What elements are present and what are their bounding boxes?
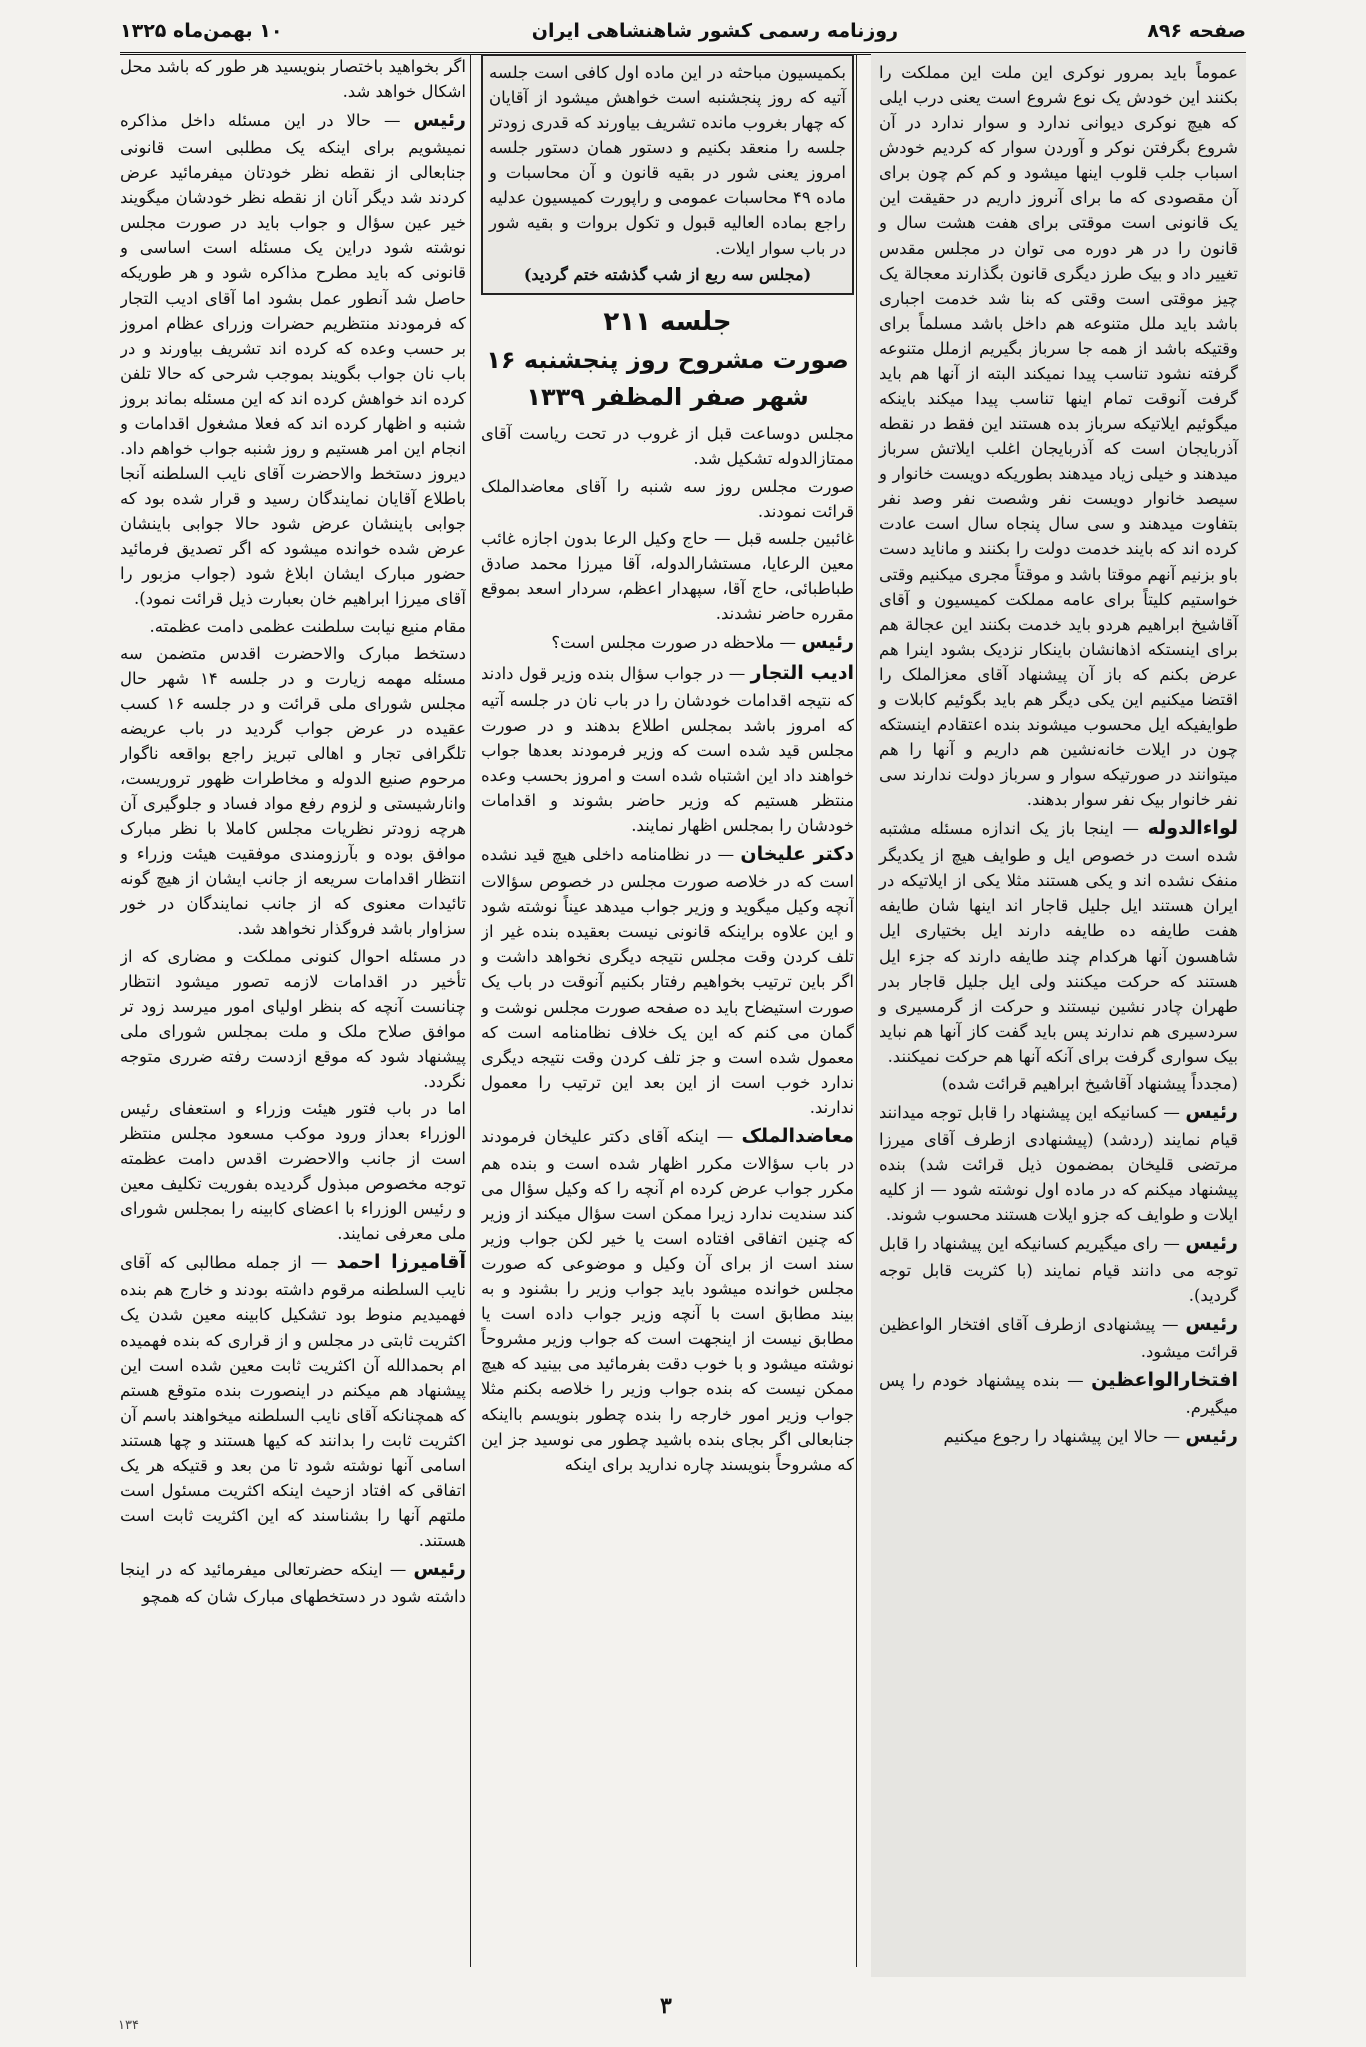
paragraph	[879, 1422, 1238, 1451]
speech-text: — در نظامنامه داخلی هیچ قید نشده است که در خلاصه صورت مجلس در خصوص سؤالات آنچه وکیل میگوید و وزیر جواب میدهد عیناً نوشته شود و این علاوه براینکه قانونی نیست بعقیده بنده غیر از تلف کردن وقت مجلس نتیجه دیگری نخواهد داشت و اگر باین ترتیب بخواهیم رفتار بکنیم آنوقت در باب یک صورت استیضاح باید ده صفحه صورت مجلس نوشت و گمان می کنم که این یک خلاف نظامنامه است که معمول شده است و جز تلف کردن وقت نتیجه دیگری ندارد خوب است از این بعد این ترتیب را معمول ندارند.	[481, 845, 854, 1117]
speaker-name: دکتر علیخان	[740, 843, 854, 866]
speech-text: — حالا این پیشنهاد را رجوع میکنیم	[943, 1427, 1181, 1447]
paragraph	[879, 1098, 1238, 1227]
paragraph	[879, 1229, 1238, 1308]
paragraph: دستخط مبارک والاحضرت اقدس متضمن سه مسئله مهمه زیارت و در جلسه ۱۴ شهر حال مجلس شورای ملی قرائت و در جلسه ۱۶ کسب عقیده در عرض جواب گردید در باب عریضه تلگرافی تجار و اهالی تبریز راجع بواقعه ناگوار مرحوم صنیع الدوله و مخاطرات ظهور تروریست، وانارشیستی و لزوم رفع مواد فساد و جلوگیری آن هرچه زودتر نظریات مجلس کاملا با نظر مبارک موافق بوده و بآرزومندی موفقیت هیئت وزراء و انتظار اقدامات سریعه از جانب ایشان از هیچ گونه تائیدات معنوی که از جانب نمایندگان در خور سزاوار باشد فروگذار نخواهد شد.	[120, 643, 466, 939]
paragraph	[879, 1366, 1238, 1420]
speaker-name: لواءالدوله	[1147, 817, 1238, 840]
session-heading	[481, 303, 854, 415]
speech-text: — اینجا باز یک اندازه مسئله مشتبه شده است در خصوص ایل و طوایف هیچ از یکدیگر منفک نشده اند و یکی هستند مثلا یکی از ایلاتیکه در ایران هستند ایل جلیل قاجار اند اینها شان طایفه هفت طایفه ده طایفه دارند ایل بختیاری ایل شاهسون آنها هرکدام چند طایفه دارند که جزء ایل هستند که حرکت میکنند ولی ایل جلیل قاجار بدر طهران چادر نشین نیستند و حرکت از گرمسیری و سردسیری هم ندارند پس باید گفت کاز آنها هم نباید بیک سواری گرفت برای آنکه آنها هم حرکت نمیکنند.	[879, 819, 1238, 1066]
column-left	[120, 54, 466, 1977]
page-header	[120, 14, 1246, 55]
paragraph	[481, 1122, 854, 1477]
speech-text: — اینکه آقای دکتر علیخان فرمودند در باب سؤالات مکرر اظهار شده است و بنده هم مکرر جواب عرض کرده ام آنچه را که وکیل سؤال می کند سندیت ندارد زیرا ممکن است سؤال میکند از وزیر که چنین اتفاقی افتاده است یا خیر لکن جواب وزیر سند است از برای آن وکیل و موضوعی که صورت مجلس خوانده میشود باید جواب وزیر را بشنود و به بیند مطابق است با آنچه وزیر جواب داده است یا مطابق نیست از اینجهت است که جواب وزیر مشروحاً نوشته میشود و با خوب دقت بفرمائید می بینید که هیچ ممکن نیست که بنده جواب وزیر را خلاصه بکنم مثلا جواب وزیر امور خارجه را بنده چطور بنویسم بااینکه جنابعالی اگر بجای بنده باشید چطور می نوسید جز این که مشروحاً بنویسند چاره ندارید برای اینکه	[481, 1126, 854, 1474]
speaker-name: ادیب التجار	[750, 661, 854, 684]
speech-text: — رای میگیریم کسانیکه این پیشنهاد را قابل توجه می دانند قیام نمایند (با کثریت قابل توجه گردید).	[879, 1234, 1238, 1306]
session-number: جلسه ۲۱۱	[603, 306, 732, 337]
speaker-name: آقامیرزا احمد	[336, 1251, 466, 1274]
speaker-name: رئیس	[413, 109, 466, 132]
speaker-name: رئیس	[413, 1558, 466, 1581]
speaker-name: رئیس	[1185, 1232, 1238, 1255]
page-footer-number: ۳	[660, 1993, 672, 2019]
speech-text: — ملاحظه در صورت مجلس است؟	[551, 633, 797, 653]
paragraph	[879, 1310, 1238, 1364]
gazette-title: روزنامه رسمی کشور شاهنشاهی ایران	[531, 20, 899, 42]
paragraph: غائبین جلسه قبل — حاج وکیل الرعا بدون اجازه غائب معین الرعایا، مستشارالدوله، آقا میرزا محمد صادق طباطبائی، حاج آقا، سپهدار اعظم، سردار اسعد بموقع مقرره حاضر نشدند.	[481, 528, 854, 623]
speech-text: — حالا در این مسئله داخل مذاکره نمیشویم برای اینکه یک مطلبی است قانونی جنابعالی از نقطه نظر خودتان میفرمائید عرض کردند شد دیگر آنان از نقطه نظر خودشان میگویند خیر عین سؤال و جواب باید در صورت مجلس نوشته شود دراین یک مسئله است اساسی و قانونی که باید مطرح مذاکره شود و هر طوریکه حاصل شد آنطور عمل بشود اما آقای ادیب التجار که فرمودند منتظریم حضرات وزرای عظام امروز بر حسب وعده که کرده اند تشریف بیاورند و در باب نان جواب بگویند بموجب شرحی که حالا تلفن کرده اند خواهش کرده اند که این مسئله بماند بروز شنبه و اظهار کرده اند که فعلا مشغول اقدامات و انجام این امر هستیم و روز شنبه جواب خواهم داد. دیروز دستخط والاحضرت آقای نایب السلطنه آنجا باطلاع آقایان نمایندگان رسید و قرار شده بود که جوابی باینشان عرض شود حالا جوابی باینشان عرض شده خوانده میشود که اگر تصدیق فرمائید حضور مبارک ایشان ابلاغ شود (جواب مزبور را آقای میرزا ابراهیم خان بعبارت ذیل قرائت نمود).	[120, 111, 466, 609]
session-title: صورت مشروح روز پنجشنبه ۱۶	[486, 346, 849, 375]
corner-mark: ۱۳۴	[118, 2018, 139, 2033]
paragraph	[879, 814, 1238, 1069]
paragraph: بکمیسیون مباحثه در این ماده اول کافی است جلسه آتیه که روز پنجشنبه است خواهش میشود از آقایان که چهار بغروب مانده تشریف بیاورند که قدری زودتر جلسه را منعقد بکنیم و دستور همان دستور جلسه امروز یعنی شور در بقیه قانون و آن محاسبات و ماده ۴۹ محاسبات عمومی و راپورت کمیسیون عدلیه راجع بماده العالیه قبول و تکول بروات و بقیه شور در باب سوار ایلات.	[489, 63, 846, 258]
paragraph	[481, 628, 854, 657]
paragraph	[120, 1248, 466, 1553]
speaker-name: رئیس	[1185, 1425, 1238, 1448]
paragraph	[120, 106, 466, 611]
paragraph: مجلس دوساعت قبل از غروب در تحت ریاست آقای ممتازالدوله تشکیل شد.	[481, 424, 854, 469]
paragraph: اگر بخواهید باختصار بنویسید هر طور که باشد محل اشکال خواهد شد.	[120, 57, 466, 102]
paragraph: (مجدداً پیشنهاد آقاشیخ ابراهیم قرائت شده)	[941, 1073, 1238, 1093]
speaker-name: معاضدالملک	[741, 1124, 854, 1147]
paragraph	[481, 659, 854, 838]
speaker-name: رئیس	[801, 631, 854, 654]
paragraph: مقام منیع نیابت سلطنت عظمی دامت عظمته.	[149, 616, 466, 636]
speaker-name: رئیس	[1185, 1101, 1238, 1123]
speech-text: — کسانیکه این پیشنهاد را قابل توجه میدانند قیام نمایند (ردشد) (پیشنهادی ازطرف آقای میرزا مرتضی قلیخان بمضمون ذیل قرائت شد) بنده پیشنهاد میکنم که در ماده اول نوشته شود — از کلیه ایلات و طوایف که جزو ایلات هستند محسوب شوند.	[879, 1103, 1238, 1225]
speaker-name: افتخارالواعظین	[1091, 1369, 1239, 1392]
column-middle	[481, 54, 854, 1977]
paragraph: صورت مجلس روز سه شنبه را آقای معاضدالملک قرائت نمودند.	[481, 476, 854, 521]
speech-text: — بنده پیشنهاد خودم را پس میگیرم.	[879, 1371, 1238, 1418]
paragraph: عموماً باید بمرور نوکری این ملت این مملکت را بکنند این خودش یک نوع شروع است یعنی درب ایلی که هیچ نوکری دیوانی ندارد و سوار ندارد در آن شروع بگرفتن نوکر و آوردن سوار که کردیم خودش اسباب جلب قلوب اینها میشود و کم کم چون برای آن مقصودی که ما برای آنروز داریم در حقیقت این یک قانونی است موقتی برای هفت هشت سال و قانون را در هر دوره می توان در مجلس مقدس تغییر داد و بیک طرز دیگری قانون بگذارند معجالة یک چیز موقتی است وقتی که بنا شد خدمت اجباری باشد باید ملل متنوعه هم داخل باشد مسلماً برای وقتیکه باشد از همه جا سرباز بگیریم ازملل متنوعه گرفته نشود تناسب پیدا نمیکند البته از آنها هم باید گرفت آنوقت تمام اینها تناسب پیدا میکند باینکه میگوئیم ایلاتیکه سرباز بده هستند این فقط در نقطه آذربایجان است که آذربایجان اغلب ایلاتش سرباز میدهند و خیلی زیاد میدهند بطوریکه دویست خانوار و سیصد خانوار دویست نفر وشصت نفر وصد نفر بتفاوت میدهند و سی سال پنجاه سال است عادت کرده اند که بایند خدمت دولت را بکنند و ماناید دست باو بزنیم آنهم موقتا باشد و موقتاً مجری میکنیم وقتی خواستیم کلیتاً برای عامه مملکت کمیسیون و آقای آقاشیخ ابراهیم هردو باید خدمت بکنند این عجالة هم برای اینستکه اذهانشان باینکار نزدیک بشود اینرا هم عرض بکنم که باز آن پیشنهاد آقای معزالملک را اقتضا میکنیم این یکی دیگر هم باید بگوئیم کابلات و طوایفیکه ایل محسوب میشوند بنده اعتقادم اینستکه چون در ایلات خانه‌نشین هم داریم و آنها را هم میتوانند در صورتیکه سوار و سرباز دولت ندارند سی نفر خانوار بیک نفر سوار بدهند.	[879, 63, 1238, 810]
paragraph	[481, 840, 854, 1120]
column-divider	[470, 54, 471, 1967]
issue-date: ۱۰ بهمن‌ماه ۱۳۲۵	[120, 20, 283, 42]
column-right	[871, 54, 1246, 1977]
page-number-label: صفحه ۸۹۶	[1147, 20, 1246, 42]
speech-text: — از جمله مطالبی که آقای نایب السلطنه مرقوم داشته بودند و خارج هم بنده فهمیدیم منوط بود تشکیل کابینه معین شدن یک اکثریت ثابتی در مجلس و از قراری که بنده فهمیده ام بحمدالله آن اکثریت ثابت معین شده است این پیشنهاد هم میکنم در اینصورت بنده متوقع هستم که همچنانکه آقای نایب السلطنه میخواهند باسم آن اکثریت ثابت را بدانند که کیها هستند و چها هستند اسامی آنها نوشته شود تا من بعد و قتیکه هر یک اتفاقی که افتاد ازحیث اینکه اکثریت مسئول است ملتهم آنها را بشناسند که این اکثریت ثابت است هستند.	[120, 1253, 466, 1551]
speech-text: — در جواب سؤال بنده وزیر قول دادند که نتیجه اقدامات خودشان را در باب نان در جلسه آتیه که امروز باشد بمجلس اطلاع بدهند و در صورت مجلس قید شده است که وزیر فرمودند بعدها جواب خواهند داد این اشتباه شده است و امروز بحسب وعده منتظر هستیم که وزیر حاضر بشوند و اقدامات خودشان را بمجلس اظهار نمایند.	[481, 663, 854, 836]
speech-text: — پیشنهادی ازطرف آقای افتخار الواعظین قرائت میشود.	[879, 1315, 1238, 1362]
continued-box	[481, 54, 854, 295]
speaker-name: رئیس	[1185, 1313, 1239, 1336]
speech-text: — اینکه حضرتعالی میفرمائید که در اینجا داشته شود در دستخطهای مبارک شان که همچو	[120, 1560, 466, 1607]
column-divider	[856, 54, 857, 1967]
paragraph	[120, 1555, 466, 1609]
paragraph: اما در باب فتور هیئت وزراء و استعفای رئیس الوزراء بعداز ورود موکب مسعود مجلس منتظر است از جانب والاحضرت اقدس دامت عظمته توجه مخصوص مبذول گردیده بفوریت تکلیف معین و رئیس الوزراء با اعضای کابینه را بمجلس شورای ملی معرفی نمایند.	[120, 1099, 466, 1244]
closing-note: (مجلس سه ربع از شب گذشته ختم گردید)	[523, 264, 812, 284]
session-date: شهر صفر المظفر ۱۳۳۹	[526, 382, 809, 411]
paragraph: در مسئله احوال کنونی مملکت و مضاری که از تأخیر در اقدامات لازمه تصور میشود انتظار چنانست آنچه که بنظر اولیای امور میرسد زود تر موافق صلاح ملک و ملت بمجلس شورای ملی پیشنهاد شود که موقع ازدست رفته ضرری متوجه نگردد.	[120, 946, 466, 1091]
